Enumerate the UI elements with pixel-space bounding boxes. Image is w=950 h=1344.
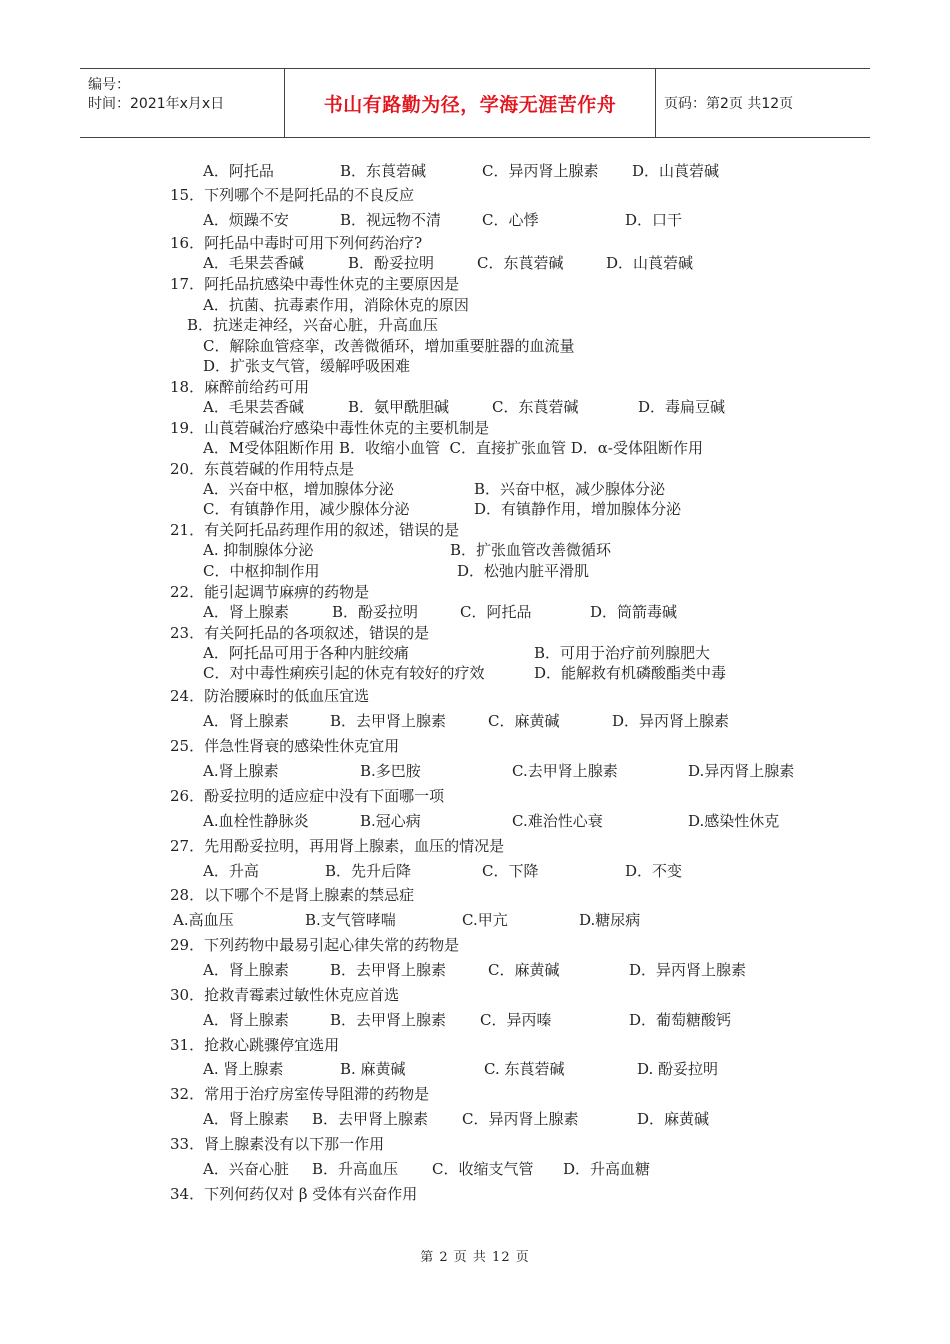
page-footer: 第 2 页 共 12 页 (420, 1250, 530, 1265)
answer-option: D．松弛内脏平滑肌 (457, 562, 590, 580)
question-text: 17．阿托品抗感染中毒性休克的主要原因是 (170, 275, 460, 293)
question-text: 28．以下哪个不是肾上腺素的禁忌症 (170, 886, 415, 904)
answer-option: C.去甲肾上腺素 (512, 762, 618, 780)
answer-option: A．肾上腺素 (203, 961, 289, 979)
question-text: 34．下列何药仅对 β 受体有兴奋作用 (170, 1185, 418, 1203)
answer-option: C．心悸 (482, 211, 539, 229)
answer-option: D．异丙肾上腺素 (612, 712, 730, 730)
answer-option: C．东莨菪碱 (492, 398, 579, 416)
question-text: 21．有关阿托品药理作用的叙述，错误的是 (170, 521, 460, 539)
option-row (0, 162, 950, 180)
answer-option: A.高血压 (173, 911, 234, 929)
answer-option: D．升高血糖 (563, 1160, 651, 1178)
answer-option: B．去甲肾上腺素 (330, 712, 447, 730)
answer-option: D．葡萄糖酸钙 (629, 1011, 732, 1029)
option-row (0, 862, 950, 880)
answer-option: B．可用于治疗前列腺肥大 (534, 644, 711, 662)
option-row (0, 644, 950, 662)
answer-option: C．麻黄碱 (488, 712, 560, 730)
answer-option: D．异丙肾上腺素 (629, 961, 747, 979)
answer-option: C.甲亢 (462, 911, 508, 929)
answer-option: A．肾上腺素 (203, 1110, 289, 1128)
answer-option: C．收缩支气管 (432, 1160, 534, 1178)
option-row (0, 762, 950, 780)
question-text: 20．东莨菪碱的作用特点是 (170, 460, 355, 478)
answer-option: C．东莨菪碱 (477, 254, 564, 272)
answer-option: A．毛果芸香碱 (203, 254, 304, 272)
answer-option: A．兴奋中枢，增加腺体分泌 (203, 480, 394, 498)
option-line: C．解除血管痉挛，改善微循环，增加重要脏器的血流量 (203, 337, 575, 355)
answer-option: B．东莨菪碱 (340, 162, 427, 180)
answer-option: B．酚妥拉明 (348, 254, 435, 272)
option-row (0, 211, 950, 229)
question-text: 32．常用于治疗房室传导阻滞的药物是 (170, 1085, 430, 1103)
answer-option: C．有镇静作用，减少腺体分泌 (203, 500, 410, 518)
answer-option: B．去甲肾上腺素 (330, 1011, 447, 1029)
answer-option: B.多巴胺 (360, 762, 421, 780)
question-text: 19．山莨菪碱治疗感染中毒性休克的主要机制是 (170, 419, 490, 437)
option-line: B．抗迷走神经，兴奋心脏，升高血压 (187, 316, 439, 334)
answer-option: D．山莨菪碱 (606, 254, 694, 272)
answer-option: C．下降 (482, 862, 539, 880)
question-text: 27．先用酚妥拉明，再用肾上腺素，血压的情况是 (170, 837, 505, 855)
answer-option: A．肾上腺素 (203, 603, 289, 621)
question-text: 16．阿托品中毒时可用下列何药治疗? (170, 234, 423, 252)
answer-option: D．毒扁豆碱 (638, 398, 726, 416)
answer-option: D．有镇静作用，增加腺体分泌 (474, 500, 682, 518)
question-text: 25．伴急性肾衰的感染性休克宜用 (170, 737, 400, 755)
answer-option: C．阿托品 (460, 603, 532, 621)
option-row (0, 500, 950, 518)
answer-option: C．异丙嗪 (480, 1011, 552, 1029)
header-page-cell (656, 69, 870, 137)
option-row (0, 480, 950, 498)
page-info: 页码：第2页 共12页 (664, 96, 794, 112)
number-label: 编号： (88, 77, 130, 93)
answer-option: D.异丙肾上腺素 (688, 762, 795, 780)
answer-option: B．去甲肾上腺素 (330, 961, 447, 979)
question-text: 24．防治腰麻时的低血压宜选 (170, 687, 370, 705)
option-row (0, 603, 950, 621)
answer-option: B. 麻黄碱 (340, 1060, 406, 1078)
answer-option: C．异丙肾上腺素 (482, 162, 599, 180)
answer-option: C．中枢抑制作用 (203, 562, 320, 580)
answer-option: A．阿托品可用于各种内脏绞痛 (203, 644, 409, 662)
option-row (0, 961, 950, 979)
motto-text: 书山有路勤为径，学海无涯苦作舟 (323, 93, 617, 116)
answer-option: C.难治性心衰 (512, 812, 603, 830)
answer-option: D．筒箭毒碱 (590, 603, 678, 621)
question-text: 23．有关阿托品的各项叙述，错误的是 (170, 624, 430, 642)
answer-option: A. 肾上腺素 (203, 1060, 284, 1078)
answer-option: D．能解救有机磷酸酯类中毒 (534, 664, 727, 682)
answer-option: A．毛果芸香碱 (203, 398, 304, 416)
answer-option: B．视远物不清 (340, 211, 442, 229)
answer-option: D．麻黄碱 (637, 1110, 710, 1128)
header-meta-cell (80, 69, 285, 137)
option-row (0, 1160, 950, 1178)
option-row (0, 541, 950, 559)
header-motto-cell (285, 69, 656, 137)
answer-option: B．兴奋中枢，减少腺体分泌 (474, 480, 666, 498)
question-text: 26．酚妥拉明的适应症中没有下面哪一项 (170, 787, 445, 805)
answer-option: D. 酚妥拉明 (637, 1060, 719, 1078)
date-label: 时间：2021年x月x日 (88, 96, 225, 112)
answer-option: A.血栓性静脉炎 (203, 812, 309, 830)
option-line: A．M受体阻断作用 B．收缩小血管 C．直接扩张血管 D．α-受体阻断作用 (203, 439, 703, 457)
option-row (0, 911, 950, 929)
option-row (0, 664, 950, 682)
answer-option: D.感染性休克 (688, 812, 780, 830)
answer-option: B．升高血压 (312, 1160, 399, 1178)
answer-option: A．升高 (203, 862, 259, 880)
answer-option: A. 抑制腺体分泌 (203, 541, 314, 559)
answer-option: B．先升后降 (325, 862, 412, 880)
answer-option: C．异丙肾上腺素 (462, 1110, 579, 1128)
answer-option: B．去甲肾上腺素 (312, 1110, 429, 1128)
question-text: 29．下列药物中最易引起心律失常的药物是 (170, 936, 460, 954)
option-row (0, 398, 950, 416)
option-row (0, 1011, 950, 1029)
option-row (0, 812, 950, 830)
answer-option: C．麻黄碱 (488, 961, 560, 979)
option-row (0, 1060, 950, 1078)
answer-option: C．对中毒性痢疾引起的休克有较好的疗效 (203, 664, 485, 682)
answer-option: D．不变 (625, 862, 683, 880)
answer-option: D．口干 (625, 211, 683, 229)
answer-option: A．肾上腺素 (203, 712, 289, 730)
answer-option: D.糖尿病 (579, 911, 641, 929)
document-header (80, 68, 870, 138)
answer-option: A．兴奋心脏 (203, 1160, 289, 1178)
question-text: 33．肾上腺素没有以下那一作用 (170, 1135, 385, 1153)
question-text: 15．下列哪个不是阿托品的不良反应 (170, 186, 415, 204)
option-row (0, 1110, 950, 1128)
answer-option: B.冠心病 (360, 812, 421, 830)
option-line: A．抗菌、抗毒素作用，消除休克的原因 (203, 296, 469, 314)
answer-option: A．阿托品 (203, 162, 274, 180)
option-row (0, 712, 950, 730)
answer-option: A．烦躁不安 (203, 211, 289, 229)
answer-option: A.肾上腺素 (203, 762, 279, 780)
answer-option: B．酚妥拉明 (332, 603, 419, 621)
answer-option: A．肾上腺素 (203, 1011, 289, 1029)
option-row (0, 562, 950, 580)
question-text: 18．麻醉前给药可用 (170, 378, 310, 396)
answer-option: B．氨甲酰胆碱 (348, 398, 450, 416)
option-row (0, 254, 950, 272)
question-text: 31．抢救心跳骤停宜选用 (170, 1036, 340, 1054)
question-text: 22．能引起调节麻痹的药物是 (170, 583, 370, 601)
question-text: 30．抢救青霉素过敏性休克应首选 (170, 986, 400, 1004)
answer-option: B.支气管哮喘 (305, 911, 396, 929)
answer-option: C. 东莨菪碱 (484, 1060, 565, 1078)
answer-option: B．扩张血管改善微循环 (450, 541, 612, 559)
option-line: D．扩张支气管，缓解呼吸困难 (203, 357, 411, 375)
answer-option: D．山莨菪碱 (632, 162, 720, 180)
